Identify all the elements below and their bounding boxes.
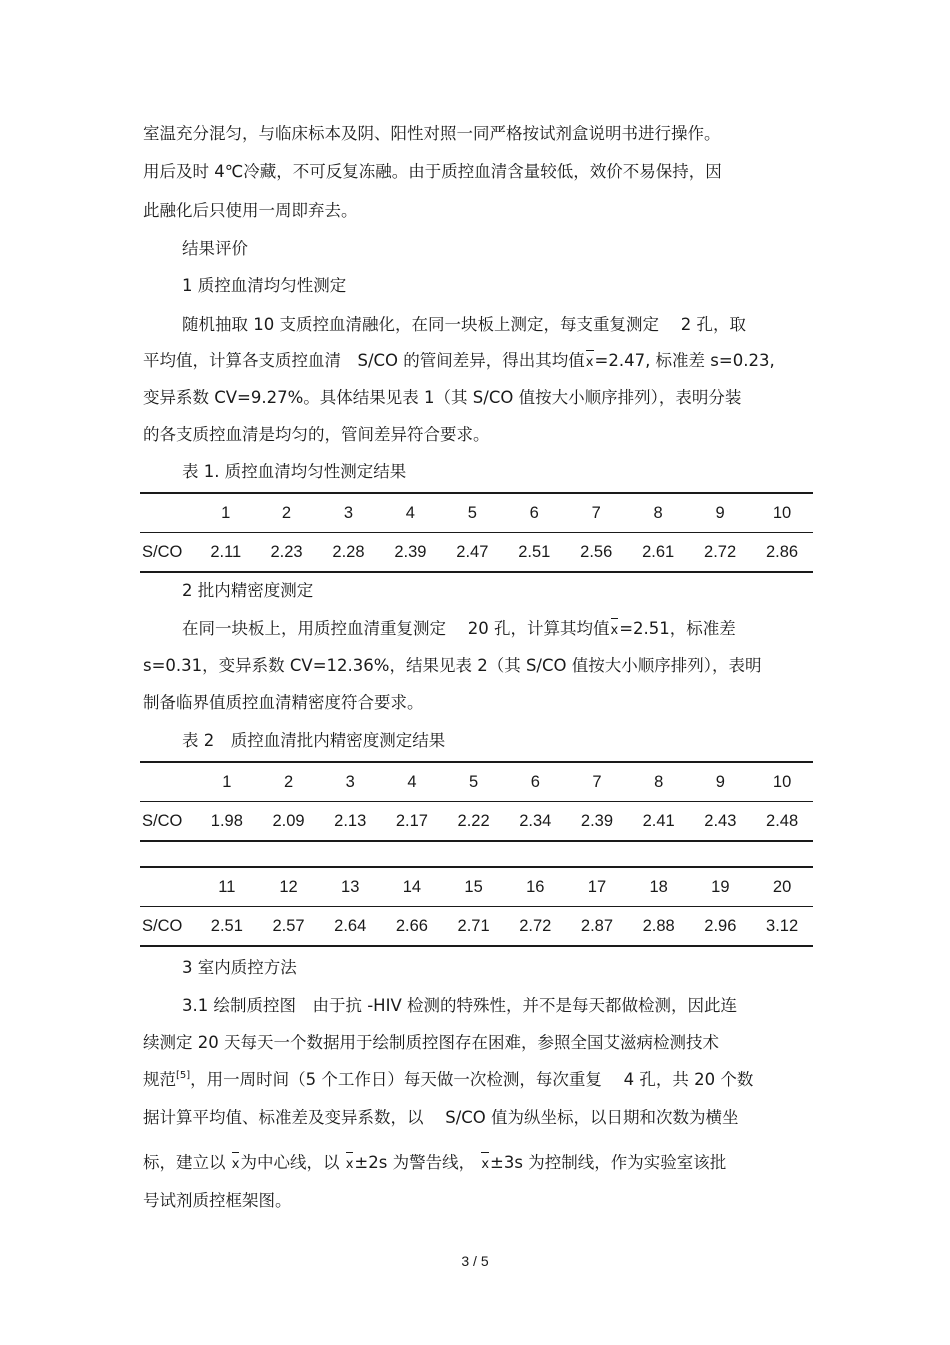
section3-line-1: 3.1 绘制质控图 由于抗 -HIV 检测的特殊性，并不是每天都做检测，因此连 (182, 996, 737, 1015)
table1-header-row (140, 493, 813, 533)
table2-value-cell: 2.71 (443, 907, 505, 947)
table2-value-cell: 2.09 (258, 802, 320, 842)
table2-header-cell: 17 (566, 867, 628, 907)
table2-value-cell: 2.96 (690, 907, 752, 947)
table2-header-row (140, 867, 813, 907)
table2-part2 (140, 866, 813, 947)
table2-header-cell: 16 (504, 867, 566, 907)
table1-value-cell: 2.28 (317, 533, 379, 573)
table1-header-cell: 2 (256, 493, 318, 533)
mean-symbol: x (231, 1154, 241, 1176)
table1-caption: 表 1. 质控血清均匀性测定结果 (182, 462, 407, 481)
table2-header-cell: 4 (381, 762, 443, 802)
table2-header-blank (140, 867, 196, 907)
section1-line-3: 变异系数 CV=9.27%。具体结果见表 1（其 S/CO 值按大小顺序排列），表明分装 (143, 388, 742, 407)
table1-header-cell: 6 (503, 493, 565, 533)
section3-line-5-d: ±3s 为控制线，作为实验室该批 (490, 1153, 727, 1172)
section3-line-5-b: 为中心线，以 (240, 1153, 340, 1172)
table1-value-row (140, 533, 813, 573)
table2-value-cell: 2.88 (628, 907, 690, 947)
section1-line-2 (143, 350, 775, 374)
table2-header-cell: 9 (690, 762, 752, 802)
table2-header-cell: 8 (628, 762, 690, 802)
table2-header-cell: 20 (751, 867, 813, 907)
table2-value-cell: 1.98 (196, 802, 258, 842)
table2-value-cell: 2.34 (504, 802, 566, 842)
table2-value-cell: 2.39 (566, 802, 628, 842)
section3-line-3 (143, 1069, 753, 1091)
table2-header-cell: 6 (504, 762, 566, 802)
table2-row-label: S/CO (140, 907, 196, 947)
section1-line-1: 随机抽取 10 支质控血清融化，在同一块板上测定，每支重复测定 2 孔，取 (182, 315, 746, 334)
table2-header-cell: 3 (319, 762, 381, 802)
table2-value-cell: 2.22 (443, 802, 505, 842)
table2-caption: 表 2 质控血清批内精密度测定结果 (182, 731, 446, 750)
table1-header-cell: 5 (441, 493, 503, 533)
table2-value-cell: 2.13 (319, 802, 381, 842)
section2-line-2: s=0.31，变异系数 CV=12.36%，结果见表 2（其 S/CO 值按大小顺序排列），表明 (143, 656, 762, 675)
section3-line-5-c: ±2s 为警告线， (354, 1153, 476, 1172)
section3-line-3-a: 规范 (143, 1070, 176, 1089)
section3-line-3-b: ，用一周时间（5 个工作日）每天做一次检测，每次重复 4 孔，共 20 个数 (190, 1070, 754, 1089)
table2-part1 (140, 761, 813, 842)
table2-value-row (140, 802, 813, 842)
table1-header-cell: 3 (317, 493, 379, 533)
table2-value-cell: 2.66 (381, 907, 443, 947)
table2-value-cell: 3.12 (751, 907, 813, 947)
table2-header-cell: 14 (381, 867, 443, 907)
table1-header-cell: 7 (565, 493, 627, 533)
citation-ref[interactable]: [5] (176, 1070, 191, 1081)
section3-line-6: 号试剂质控框架图。 (143, 1191, 292, 1210)
table1-value-cell: 2.56 (565, 533, 627, 573)
section3-heading: 3 室内质控方法 (182, 958, 297, 977)
table1-header-cell: 4 (379, 493, 441, 533)
methods-line-1: 室温充分混匀，与临床标本及阴、阳性对照一同严格按试剂盒说明书进行操作。 (143, 124, 721, 143)
section2-line-1 (182, 618, 736, 642)
section3-line-5 (143, 1152, 726, 1176)
section3-line-5-a: 标，建立以 (143, 1153, 226, 1172)
table2-value-cell: 2.72 (504, 907, 566, 947)
mean-symbol: x (345, 1154, 355, 1176)
table1-value-cell: 2.39 (379, 533, 441, 573)
table2-value-cell: 2.43 (690, 802, 752, 842)
table1-header-cell: 10 (751, 493, 813, 533)
table1-value-cell: 2.11 (196, 533, 256, 573)
section3-line-2: 续测定 20 天每天一个数据用于绘制质控图存在困难，参照全国艾滋病检测技术 (143, 1033, 719, 1052)
table1-value-cell: 2.61 (627, 533, 689, 573)
section1-line-2-a: 平均值，计算各支质控血清 S/CO 的管间差异，得出其均值 (143, 351, 585, 370)
section1-line-4: 的各支质控血清是均匀的，管间差异符合要求。 (143, 425, 490, 444)
results-heading: 结果评价 (182, 239, 248, 258)
table1-header-cell: 8 (627, 493, 689, 533)
table1 (140, 492, 813, 573)
mean-symbol: x (610, 620, 620, 642)
table2-header-row (140, 762, 813, 802)
table2-header-cell: 15 (443, 867, 505, 907)
section1-line-2-b: =2.47, 标准差 s=0.23, (594, 351, 775, 370)
section2-line-3: 制备临界值质控血清精密度符合要求。 (143, 693, 424, 712)
section1-heading: 1 质控血清均匀性测定 (182, 276, 347, 295)
methods-line-3: 此融化后只使用一周即弃去。 (143, 201, 358, 220)
table1-value-cell: 2.23 (256, 533, 318, 573)
table2-value-cell: 2.64 (319, 907, 381, 947)
table2-value-row (140, 907, 813, 947)
table2-header-cell: 7 (566, 762, 628, 802)
table1-value-cell: 2.51 (503, 533, 565, 573)
table1-value-cell: 2.86 (751, 533, 813, 573)
table2-header-cell: 2 (258, 762, 320, 802)
section2-line-1-b: =2.51，标准差 (619, 619, 736, 638)
table2-value-cell: 2.48 (751, 802, 813, 842)
table2-header-blank (140, 762, 196, 802)
mean-symbol: x (585, 352, 595, 374)
table2-header-cell: 10 (751, 762, 813, 802)
table1-value-cell: 2.72 (689, 533, 751, 573)
table2-header-cell: 11 (196, 867, 258, 907)
methods-line-2: 用后及时 4℃冷藏，不可反复冻融。由于质控血清含量较低，效价不易保持，因 (143, 162, 722, 181)
table2-header-cell: 18 (628, 867, 690, 907)
table2-value-cell: 2.87 (566, 907, 628, 947)
mean-symbol: x (480, 1154, 490, 1176)
table2-header-cell: 1 (196, 762, 258, 802)
section3-line-4: 据计算平均值、标准差及变异系数，以 S/CO 值为纵坐标，以日期和次数为横坐 (143, 1108, 739, 1127)
table2-value-cell: 2.57 (258, 907, 320, 947)
table1-header-cell: 1 (196, 493, 256, 533)
table1-value-cell: 2.47 (441, 533, 503, 573)
table2-value-cell: 2.51 (196, 907, 258, 947)
table2-header-cell: 12 (258, 867, 320, 907)
table2-value-cell: 2.41 (628, 802, 690, 842)
table1-header-blank (140, 493, 196, 533)
table2-header-cell: 5 (443, 762, 505, 802)
table2-header-cell: 19 (690, 867, 752, 907)
section2-heading: 2 批内精密度测定 (182, 581, 314, 600)
table2-header-cell: 13 (319, 867, 381, 907)
table1-row-label: S/CO (140, 533, 196, 573)
table1-header-cell: 9 (689, 493, 751, 533)
page-number: 3 / 5 (461, 1253, 489, 1269)
table2-row-label: S/CO (140, 802, 196, 842)
section2-line-1-a: 在同一块板上，用质控血清重复测定 20 孔，计算其均值 (182, 619, 610, 638)
table2-value-cell: 2.17 (381, 802, 443, 842)
